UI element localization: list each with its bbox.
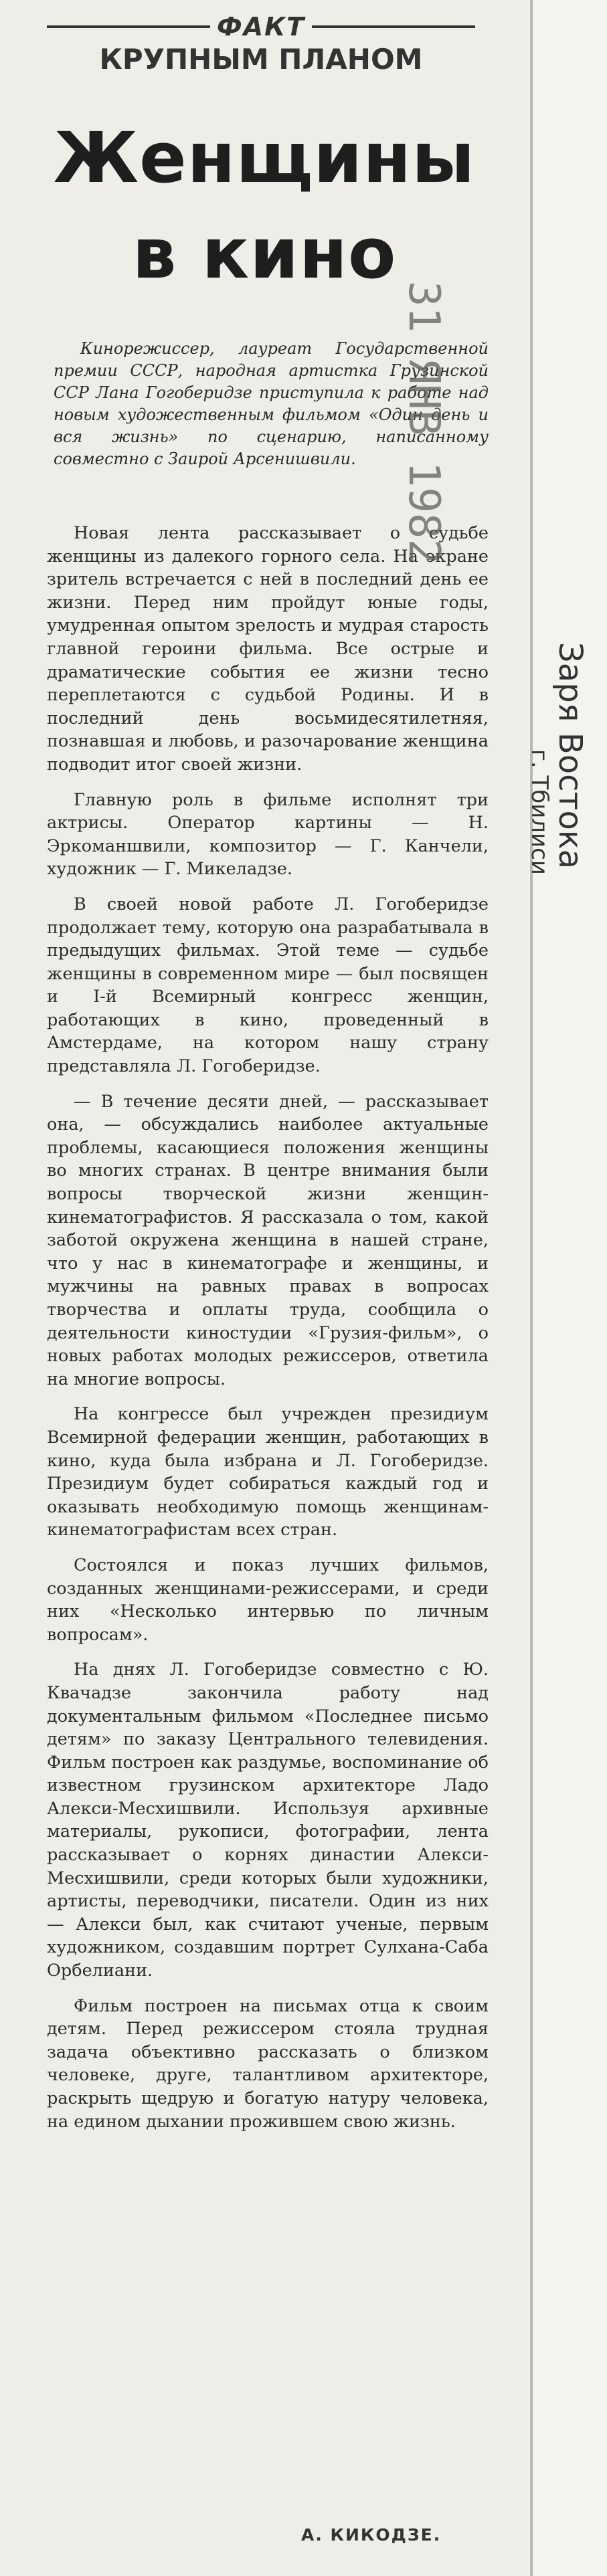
author-signature: А. КИКОДЗЕ. xyxy=(301,2525,442,2545)
rubric-rule-right xyxy=(312,25,475,28)
margin-divider xyxy=(530,0,533,2576)
article-paragraph: Главную роль в фильме исполнят три актрисы. Оператор картины — Н. Эркоманшвили, композитор — Г. Канчели, художник — Г. Микеладзе. xyxy=(47,789,489,880)
article-paragraph: Состоялся и показ лучших фильмов, созданных женщинами-режиссерами, и среди них «Несколько интервью по личным вопросам». xyxy=(47,1555,489,1645)
article-paragraph: В своей новой работе Л. Гогоберидзе продолжает тему, которую она разрабатывала в предыдущих фильмах. Этой теме — судьбе женщины в современном мире — был посвящен и I-й Всемирный конгресс женщин, работающих в кино, проведенный в Амстердаме, на котором нашу страну представляла Л. Гогоберидзе. xyxy=(47,894,489,1077)
article-paragraph: Фильм построен на письмах отца к своим детям. Перед режиссером стояла трудная задача объективно рассказать о близком человеке, друге, талантливом архитекторе, раскрыть щедрую и богатую натуру человека, на едином дыхании прожившем свою жизнь. xyxy=(47,1995,489,2132)
article-body xyxy=(47,522,489,2145)
rubric-rule-left xyxy=(47,25,210,28)
headline-line-2: в кино xyxy=(132,213,397,294)
rubric-bottom-label: КРУПНЫМ ПЛАНОМ xyxy=(99,43,423,76)
article-paragraph: На днях Л. Гогоберидзе совместно с Ю. Квачадзе закончила работу над документальным фильмом «Последнее письмо детям» по заказу Центрального телевидения. Фильм построен как раздумье, воспоминание об известном грузинском архитекторе Ладо Алекси-Месхишвили. Используя архивные материалы, рукописи, фотографии, лента рассказывает о корнях династии Алекси-Месхишвили, среди которых были художники, артисты, переводчики, писатели. Один из них — Алекси был, как считают ученые, первым художником, создавшим портрет Сулхана-Саба Орбелиани. xyxy=(47,1660,489,1981)
article-paragraph: На конгрессе был учрежден президиум Всемирной федерации женщин, работающих в кино, куда была избрана и Л. Гогоберидзе. Президиум будет собираться каждый год и оказывать необходимую помощь женщинам-кинематографистам всех стран. xyxy=(47,1404,489,1541)
newspaper-city: г. Тбилиси xyxy=(526,749,553,875)
headline-line-1: Женщины xyxy=(53,117,476,199)
rubric-top xyxy=(47,12,475,41)
article-paragraph: Новая лента рассказывает о судьбе женщины из далекого горного села. На экране зритель встречается с ней в последний день ее жизни. Перед ним пройдут юные годы, умудренная опытом зрелость и мудрая старость главной героини фильма. Все острые и драматические события ее жизни тесно переплетаются с судьбой Родины. И в последний день восьмидесятилетняя, познавшая и любовь, и разочарование женщина подводит итог своей жизни. xyxy=(47,523,489,775)
newspaper-name: Заря Востока xyxy=(551,642,589,870)
lead-paragraph: Кинорежиссер, лауреат Государственной премии СССР, народная артистка Грузинской ССР Лана Гогоберидзе приступила к работе над новым художественным фильмом «Один день и вся жизнь» по сценарию, написанному совместно с Заирой Арсенишвили. xyxy=(54,339,489,468)
rubric xyxy=(47,12,475,76)
rubric-top-label: ФАКТ xyxy=(216,12,306,41)
date-stamp: 31 ЯНВ 1982 xyxy=(399,281,448,565)
article-paragraph: — В течение десяти дней, — рассказывает она, — обсуждались наиболее актуальные проблемы, касающиеся положения женщины во многих странах. В центре внимания были вопросы творческой жизни женщин-кинематографистов. Я рассказала о том, какой заботой окружена женщина в нашей стране, что у нас в кинематографе и женщины, и мужчины на равных правах в вопросах творчества и оплаты труда, сообщила о деятельности киностудии «Грузия-фильм», о новых работах молодых режиссеров, ответила на многие вопросы. xyxy=(47,1091,489,1389)
